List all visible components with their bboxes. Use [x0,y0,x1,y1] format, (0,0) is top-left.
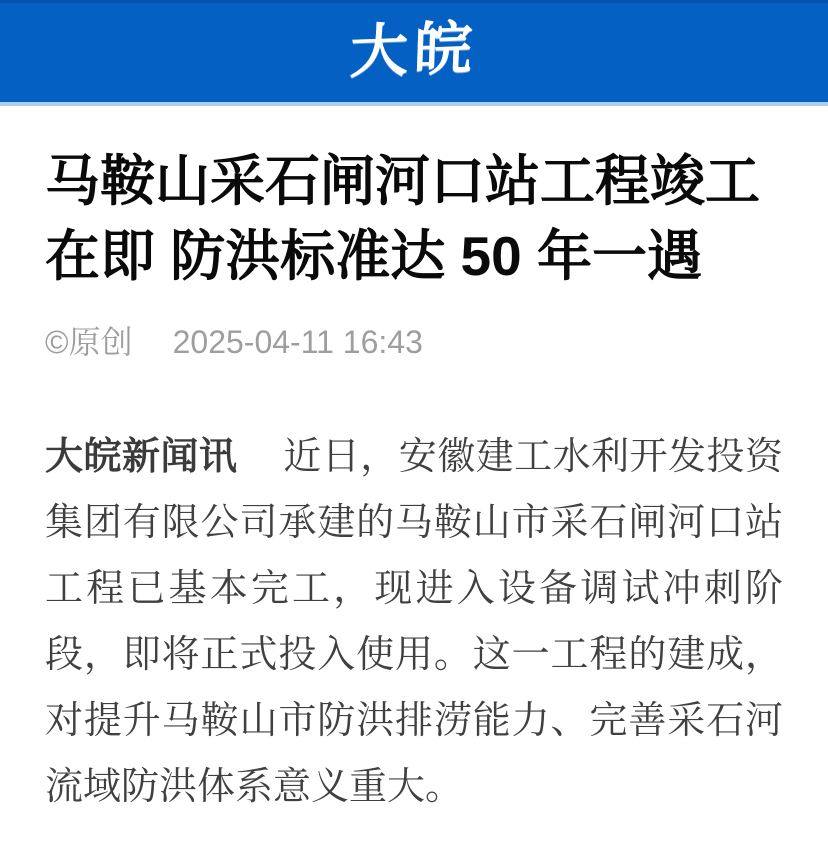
paragraph-lead: 大皖新闻讯 [45,436,238,478]
paragraph-text: 近日，安徽建工水利开发投资集团有限公司承建的马鞍山市采石闸河口站工程已基本完工，现进入设备调试冲刺阶段，即将正式投入使用。这一工程的建成，对提升马鞍山市防洪排涝能力、完善采石河流域防洪体系意义重大。 [45,436,783,808]
origin-badge: ©原创 [45,324,133,360]
article-title: 马鞍山采石闸河口站工程竣工在即 防洪标准达 50 年一遇 [45,150,761,287]
article-body [0,106,828,820]
publish-timestamp: 2025-04-11 16:43 [172,324,423,360]
brand-logo[interactable]: 大皖 [348,15,480,86]
article-paragraph [45,424,783,820]
app-header [0,0,828,106]
article-meta-row [45,320,783,364]
